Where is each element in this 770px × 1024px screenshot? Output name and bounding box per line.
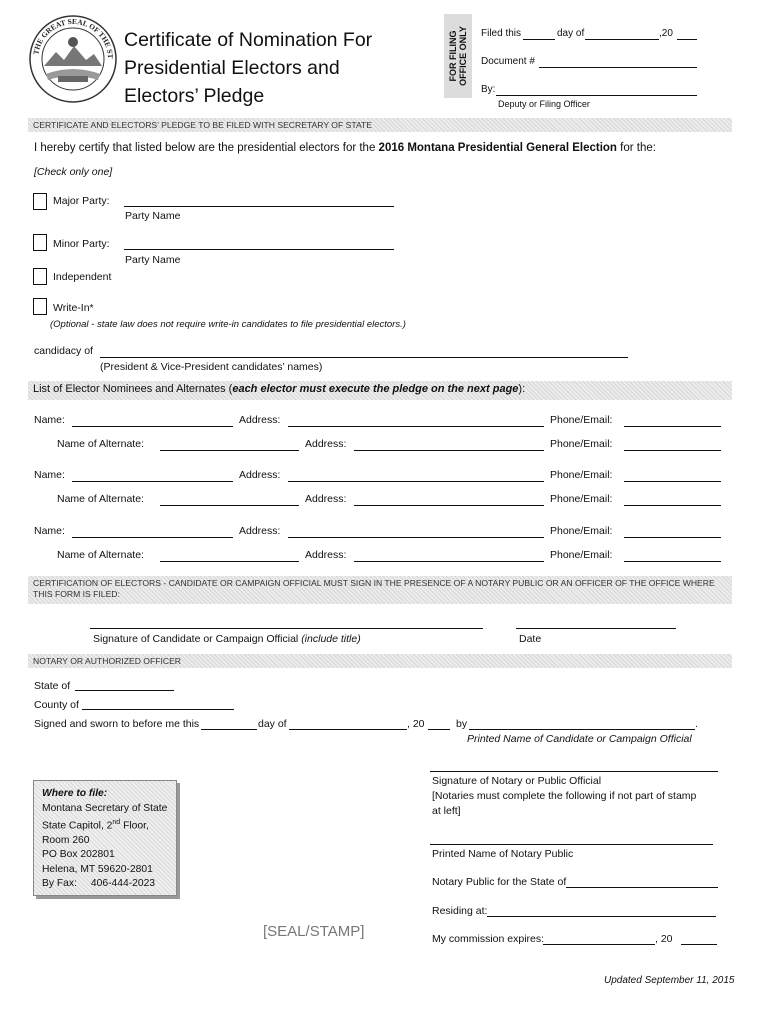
candidate-signature-field[interactable] xyxy=(90,628,483,629)
sworn-by-name-field[interactable] xyxy=(469,729,695,730)
sworn-period: . xyxy=(695,718,698,730)
notaries-note-1: [Notaries must complete the following if not part of stamp xyxy=(432,790,697,802)
filing-office-box: FOR FILING OFFICE ONLY xyxy=(444,14,472,98)
alternate-1-address-field[interactable] xyxy=(354,450,544,451)
section-band-notary: NOTARY OR AUTHORIZED OFFICER xyxy=(28,654,732,668)
date-field[interactable] xyxy=(516,628,676,629)
elector-phone-label: Phone/Email: xyxy=(550,414,613,426)
notary-printed-name-label: Printed Name of Notary Public xyxy=(432,848,574,860)
elector-2-name-field[interactable] xyxy=(72,481,233,482)
notary-signature-label: Signature of Notary or Public Official xyxy=(432,775,602,787)
alternate-3-phone-field[interactable] xyxy=(624,561,721,562)
filed-day-field[interactable] xyxy=(523,39,555,40)
filed-year-field[interactable] xyxy=(677,39,697,40)
elector-phone-label: Phone/Email: xyxy=(550,469,613,481)
elector-2-phone-field[interactable] xyxy=(624,481,721,482)
alternate-1-name-field[interactable] xyxy=(160,450,299,451)
section-band-certificate: CERTIFICATE AND ELECTORS’ PLEDGE TO BE FILED WITH SECRETARY OF STATE xyxy=(28,118,732,132)
elector-address-label: Address: xyxy=(239,525,281,537)
sworn-day-field[interactable] xyxy=(201,729,257,730)
candidacy-names-field[interactable] xyxy=(100,357,628,358)
alternate-2-address-field[interactable] xyxy=(354,505,544,506)
candidacy-caption: (President & Vice-President candidates’ names) xyxy=(100,361,323,373)
deputy-label: Deputy or Filing Officer xyxy=(498,99,590,109)
alternate-phone-label: Phone/Email: xyxy=(550,493,613,505)
independent-label: Independent xyxy=(53,271,112,283)
commission-year-field[interactable] xyxy=(681,944,717,945)
where-to-file-box: Where to file: Montana Secretary of State State Capitol, 2nd Floor, Room 260 PO Box 202801 Helena, MT 59620-2801 By Fax: 406-444-2023 xyxy=(33,780,177,896)
party-name-caption: Party Name xyxy=(125,254,181,266)
write-in-checkbox[interactable] xyxy=(33,298,47,315)
alternate-address-label: Address: xyxy=(305,438,347,450)
residing-label: Residing at: xyxy=(432,905,488,917)
county-of-label: County of xyxy=(34,699,79,711)
independent-checkbox[interactable] xyxy=(33,268,47,285)
elector-2-address-field[interactable] xyxy=(288,481,544,482)
montana-state-seal xyxy=(28,14,118,104)
electors-list-band: List of Elector Nominees and Alternates (each elector must execute the pledge on the next page): xyxy=(28,381,732,400)
party-name-caption: Party Name xyxy=(125,210,181,222)
year-prefix-label: ,20 xyxy=(659,28,673,39)
sworn-month-field[interactable] xyxy=(289,729,407,730)
filed-month-field[interactable] xyxy=(585,39,659,40)
page-title: Certificate of Nomination For Presidential Electors and Electors’ Pledge xyxy=(124,29,373,107)
minor-party-name-field[interactable] xyxy=(124,249,394,250)
filing-officer-field[interactable] xyxy=(496,95,697,96)
alternate-3-address-field[interactable] xyxy=(354,561,544,562)
date-label: Date xyxy=(519,633,542,645)
alternate-2-name-field[interactable] xyxy=(160,505,299,506)
document-label: Document # xyxy=(481,56,535,67)
notary-signature-field[interactable] xyxy=(430,771,718,772)
major-party-label: Major Party: xyxy=(53,195,110,207)
elector-name-label: Name: xyxy=(34,414,65,426)
elector-name-label: Name: xyxy=(34,525,65,537)
county-of-field[interactable] xyxy=(82,709,234,710)
notary-printed-name-field[interactable] xyxy=(430,844,713,845)
elector-phone-label: Phone/Email: xyxy=(550,525,613,537)
major-party-checkbox[interactable] xyxy=(33,193,47,210)
section-band-certification: CERTIFICATION OF ELECTORS - CANDIDATE OR CAMPAIGN OFFICIAL MUST SIGN IN THE PRESENCE OF A NOTARY PUBLIC OR AN OFFICER OF THE OFFICE WHERE THIS FORM IS FILED: xyxy=(28,576,732,604)
sworn-year-prefix: , 20 xyxy=(407,718,425,730)
elector-1-name-field[interactable] xyxy=(72,426,233,427)
day-of-label: day of xyxy=(557,28,585,39)
notaries-note-2: at left] xyxy=(432,805,461,817)
elector-name-label: Name: xyxy=(34,469,65,481)
alternate-1-phone-field[interactable] xyxy=(624,450,721,451)
elector-3-name-field[interactable] xyxy=(72,537,233,538)
state-of-field[interactable] xyxy=(75,690,174,691)
certify-statement: I hereby certify that listed below are the presidential electors for the 2016 Montana Presidential General Election for the: xyxy=(34,142,656,154)
write-in-note: (Optional - state law does not require write-in candidates to file presidential electors.) xyxy=(50,319,406,330)
sworn-year-field[interactable] xyxy=(428,729,450,730)
write-in-label: Write-In* xyxy=(53,302,94,314)
seal-text: THE GREAT SEAL OF THE ST xyxy=(31,16,116,59)
alternate-3-name-field[interactable] xyxy=(160,561,299,562)
signed-sworn-label: Signed and sworn to before me this xyxy=(34,718,200,730)
state-of-label: State of xyxy=(34,680,71,692)
candidacy-label: candidacy of xyxy=(34,345,93,357)
candidate-signature-label: Signature of Candidate or Campaign Official (include title) xyxy=(93,633,361,645)
printed-name-candidate-caption: Printed Name of Candidate or Campaign Official xyxy=(467,733,692,745)
notary-state-label: Notary Public for the State of xyxy=(432,876,567,888)
elector-3-phone-field[interactable] xyxy=(624,537,721,538)
major-party-name-field[interactable] xyxy=(124,206,394,207)
commission-year-prefix: , 20 xyxy=(655,933,673,945)
sworn-day-of-label: day of xyxy=(258,718,287,730)
by-label: By: xyxy=(481,84,496,95)
updated-date: Updated September 11, 2015 xyxy=(604,975,735,986)
elector-address-label: Address: xyxy=(239,414,281,426)
filed-this-label: Filed this xyxy=(481,28,522,39)
commission-date-field[interactable] xyxy=(543,944,655,945)
notary-state-field[interactable] xyxy=(566,887,718,888)
elector-address-label: Address: xyxy=(239,469,281,481)
sworn-by-label: by xyxy=(456,718,468,730)
alternate-name-label: Name of Alternate: xyxy=(57,549,144,561)
alternate-name-label: Name of Alternate: xyxy=(57,493,144,505)
elector-3-address-field[interactable] xyxy=(288,537,544,538)
minor-party-label: Minor Party: xyxy=(53,238,110,250)
alternate-address-label: Address: xyxy=(305,549,347,561)
alternate-address-label: Address: xyxy=(305,493,347,505)
alternate-2-phone-field[interactable] xyxy=(624,505,721,506)
alternate-name-label: Name of Alternate: xyxy=(57,438,144,450)
alternate-phone-label: Phone/Email: xyxy=(550,549,613,561)
commission-label: My commission expires: xyxy=(432,933,545,945)
minor-party-checkbox[interactable] xyxy=(33,234,47,251)
alternate-phone-label: Phone/Email: xyxy=(550,438,613,450)
elector-1-phone-field[interactable] xyxy=(624,426,721,427)
document-number-field[interactable] xyxy=(539,67,697,68)
seal-stamp-placeholder: [SEAL/STAMP] xyxy=(263,923,365,940)
elector-1-address-field[interactable] xyxy=(288,426,544,427)
residing-field[interactable] xyxy=(487,916,716,917)
check-only-one-note: [Check only one] xyxy=(34,166,113,178)
